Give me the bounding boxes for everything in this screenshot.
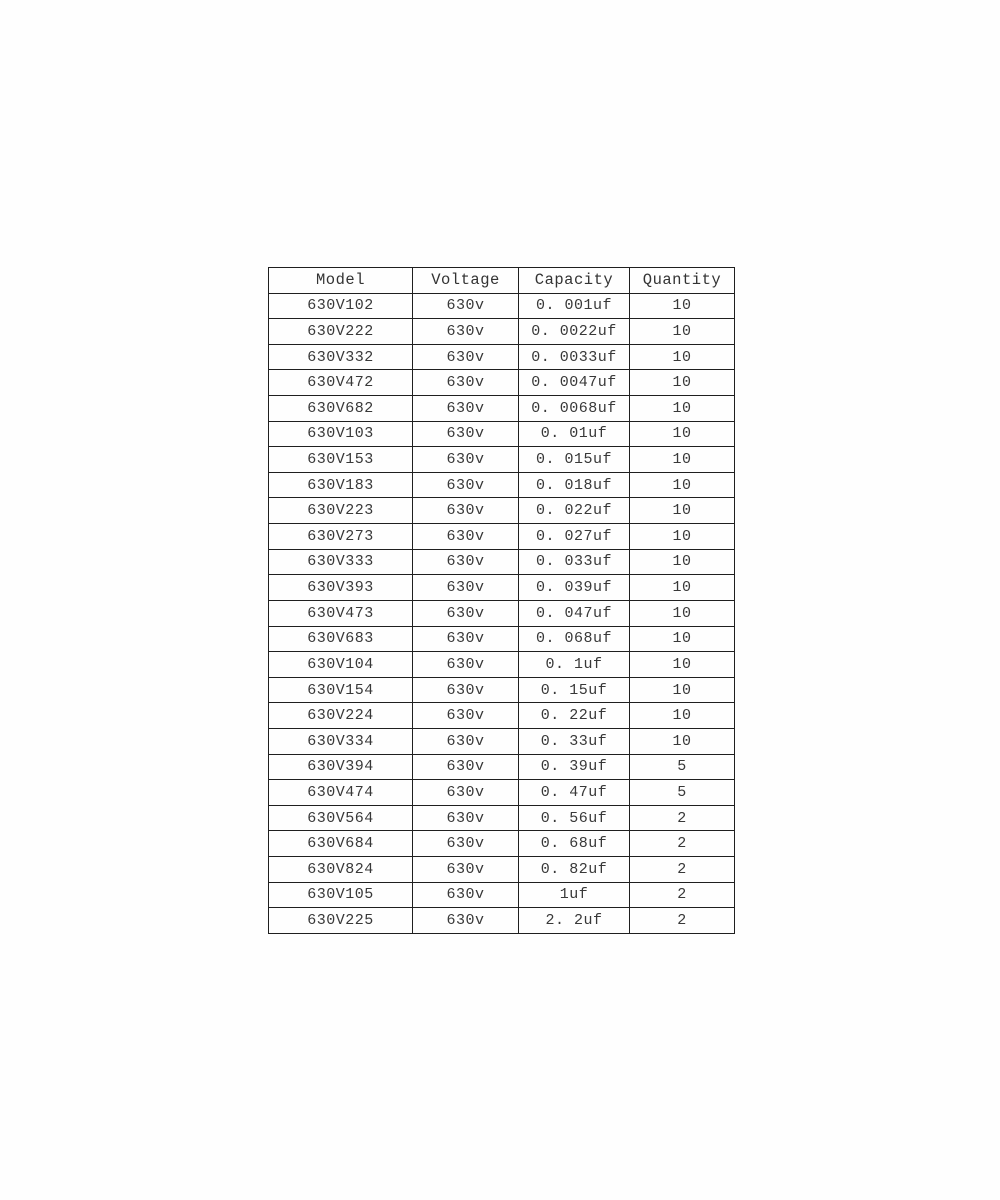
cell-voltage: 630v [413,319,519,345]
table-row [269,396,735,422]
cell-model: 630V224 [269,703,413,729]
table-row [269,524,735,550]
cell-quantity: 2 [630,805,735,831]
cell-voltage: 630v [413,626,519,652]
table-row [269,293,735,319]
cell-voltage: 630v [413,549,519,575]
cell-model: 630V223 [269,498,413,524]
table-row [269,549,735,575]
capacitor-table [268,267,735,934]
cell-model: 630V103 [269,421,413,447]
cell-voltage: 630v [413,293,519,319]
cell-quantity: 10 [630,370,735,396]
table-row [269,472,735,498]
cell-model: 630V393 [269,575,413,601]
table-row [269,728,735,754]
table-row [269,754,735,780]
cell-capacity: 0. 68uf [519,831,630,857]
cell-model: 630V473 [269,600,413,626]
table-row [269,626,735,652]
cell-capacity: 0. 15uf [519,677,630,703]
column-header-voltage: Voltage [413,268,519,294]
cell-model: 630V682 [269,396,413,422]
cell-capacity: 0. 039uf [519,575,630,601]
table-row [269,319,735,345]
cell-model: 630V104 [269,652,413,678]
table-row [269,600,735,626]
table-row [269,344,735,370]
table-row [269,831,735,857]
cell-quantity: 10 [630,575,735,601]
cell-model: 630V683 [269,626,413,652]
cell-voltage: 630v [413,472,519,498]
table-row [269,703,735,729]
cell-capacity: 0. 0068uf [519,396,630,422]
cell-capacity: 0. 015uf [519,447,630,473]
cell-voltage: 630v [413,882,519,908]
cell-voltage: 630v [413,344,519,370]
table-row [269,857,735,883]
column-header-model: Model [269,268,413,294]
cell-capacity: 0. 47uf [519,780,630,806]
cell-model: 630V222 [269,319,413,345]
cell-voltage: 630v [413,831,519,857]
table-row [269,370,735,396]
cell-capacity: 0. 001uf [519,293,630,319]
cell-voltage: 630v [413,703,519,729]
cell-quantity: 5 [630,780,735,806]
cell-capacity: 0. 033uf [519,549,630,575]
cell-voltage: 630v [413,908,519,934]
cell-quantity: 10 [630,472,735,498]
cell-capacity: 0. 018uf [519,472,630,498]
column-header-capacity: Capacity [519,268,630,294]
table-body [269,293,735,933]
cell-voltage: 630v [413,677,519,703]
cell-model: 630V183 [269,472,413,498]
cell-voltage: 630v [413,447,519,473]
cell-quantity: 10 [630,677,735,703]
cell-quantity: 2 [630,831,735,857]
table-row [269,882,735,908]
cell-capacity: 0. 0022uf [519,319,630,345]
table-row [269,652,735,678]
cell-capacity: 0. 0033uf [519,344,630,370]
cell-quantity: 10 [630,728,735,754]
cell-voltage: 630v [413,575,519,601]
cell-model: 630V394 [269,754,413,780]
cell-quantity: 10 [630,600,735,626]
cell-quantity: 10 [630,293,735,319]
cell-capacity: 0. 0047uf [519,370,630,396]
cell-quantity: 10 [630,421,735,447]
cell-quantity: 2 [630,882,735,908]
cell-voltage: 630v [413,524,519,550]
cell-voltage: 630v [413,652,519,678]
cell-capacity: 1uf [519,882,630,908]
cell-quantity: 10 [630,652,735,678]
cell-model: 630V153 [269,447,413,473]
cell-capacity: 0. 33uf [519,728,630,754]
cell-voltage: 630v [413,728,519,754]
table-row [269,780,735,806]
table-row [269,575,735,601]
cell-capacity: 0. 82uf [519,857,630,883]
cell-model: 630V824 [269,857,413,883]
cell-model: 630V225 [269,908,413,934]
cell-quantity: 10 [630,703,735,729]
cell-capacity: 0. 047uf [519,600,630,626]
cell-capacity: 0. 56uf [519,805,630,831]
cell-quantity: 2 [630,857,735,883]
cell-quantity: 10 [630,549,735,575]
cell-model: 630V102 [269,293,413,319]
cell-capacity: 0. 022uf [519,498,630,524]
cell-quantity: 10 [630,447,735,473]
cell-quantity: 10 [630,396,735,422]
header-row [269,268,735,294]
cell-quantity: 10 [630,524,735,550]
cell-voltage: 630v [413,857,519,883]
table-row [269,677,735,703]
cell-voltage: 630v [413,780,519,806]
cell-quantity: 5 [630,754,735,780]
cell-voltage: 630v [413,421,519,447]
cell-model: 630V334 [269,728,413,754]
cell-voltage: 630v [413,754,519,780]
cell-model: 630V472 [269,370,413,396]
table-row [269,447,735,473]
cell-model: 630V564 [269,805,413,831]
cell-voltage: 630v [413,370,519,396]
column-header-quantity: Quantity [630,268,735,294]
cell-capacity: 2. 2uf [519,908,630,934]
table-row [269,498,735,524]
cell-capacity: 0. 1uf [519,652,630,678]
cell-capacity: 0. 027uf [519,524,630,550]
cell-model: 630V154 [269,677,413,703]
cell-voltage: 630v [413,805,519,831]
cell-model: 630V333 [269,549,413,575]
cell-voltage: 630v [413,600,519,626]
cell-voltage: 630v [413,396,519,422]
cell-model: 630V332 [269,344,413,370]
table-row [269,421,735,447]
cell-quantity: 10 [630,498,735,524]
cell-model: 630V684 [269,831,413,857]
table-row [269,908,735,934]
cell-quantity: 2 [630,908,735,934]
cell-quantity: 10 [630,319,735,345]
cell-model: 630V273 [269,524,413,550]
cell-model: 630V474 [269,780,413,806]
cell-capacity: 0. 39uf [519,754,630,780]
cell-capacity: 0. 01uf [519,421,630,447]
cell-voltage: 630v [413,498,519,524]
cell-model: 630V105 [269,882,413,908]
cell-capacity: 0. 068uf [519,626,630,652]
cell-capacity: 0. 22uf [519,703,630,729]
table-row [269,805,735,831]
cell-quantity: 10 [630,626,735,652]
cell-quantity: 10 [630,344,735,370]
